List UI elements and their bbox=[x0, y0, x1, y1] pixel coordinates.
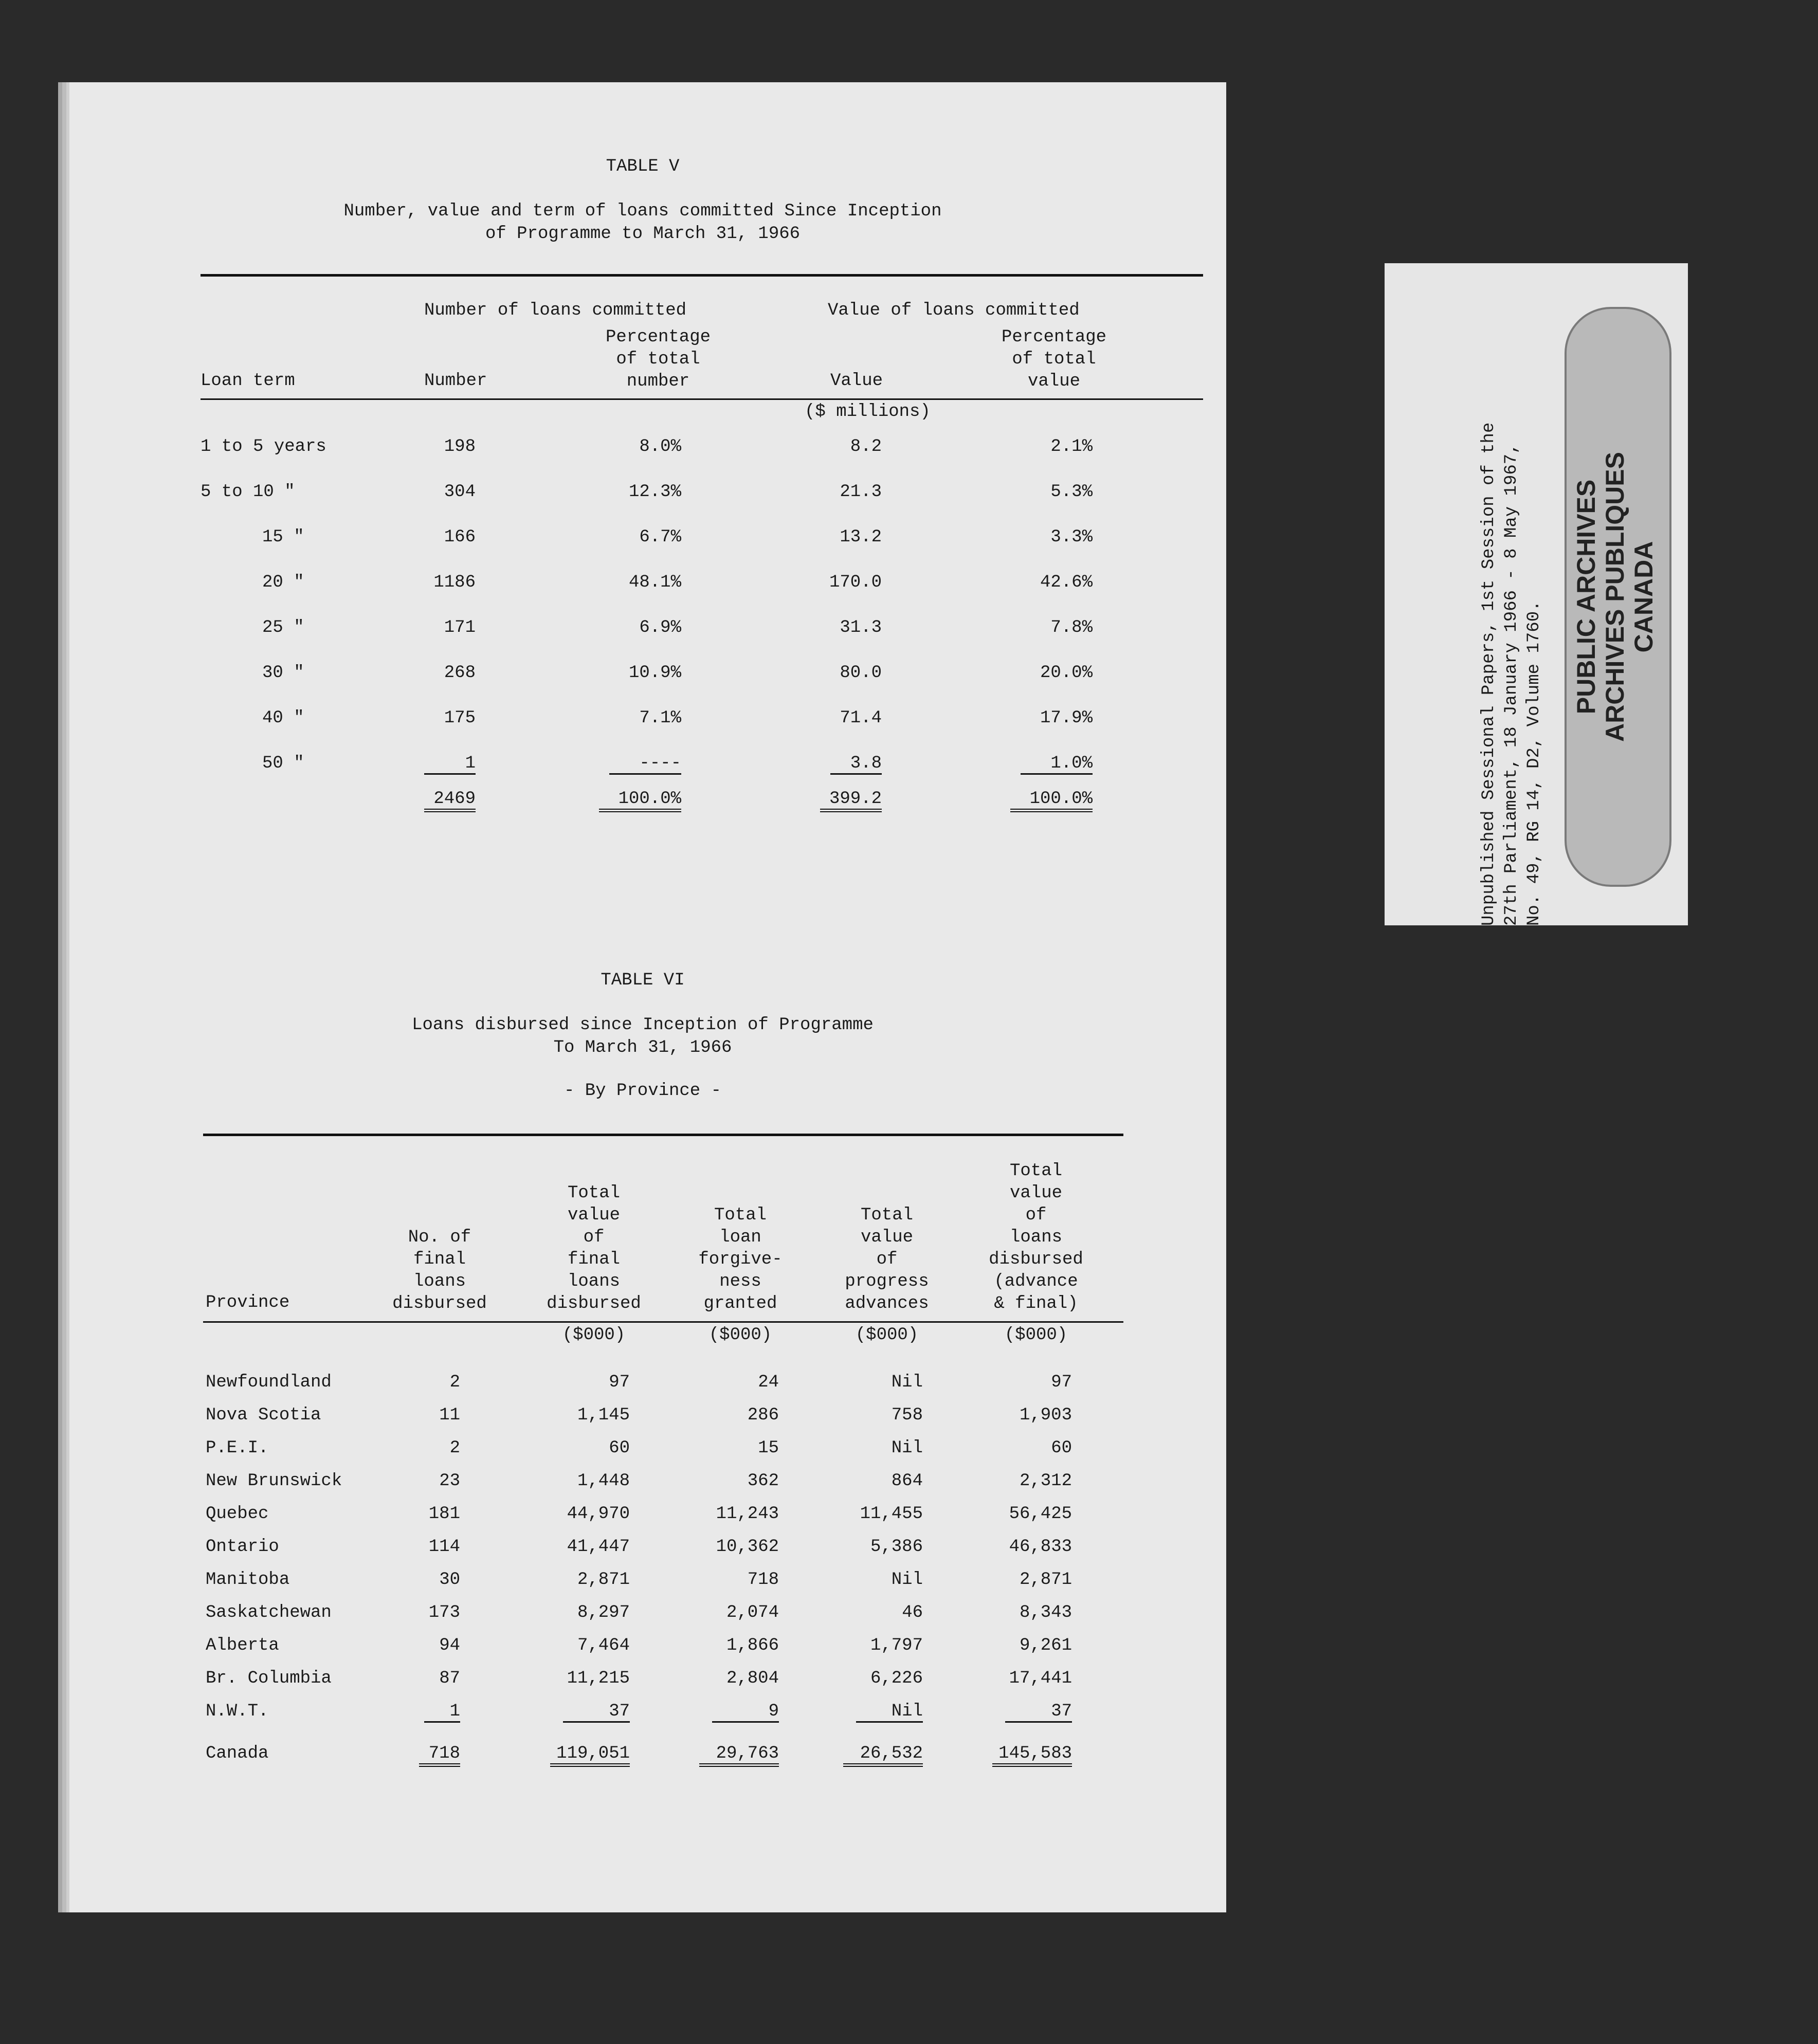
table6-subtitle-2: To March 31, 1966 bbox=[553, 1038, 732, 1057]
table6-col-province: Province bbox=[206, 1293, 290, 1312]
table6-title: TABLE VI bbox=[601, 971, 685, 990]
table5-group-number: Number of loans committed bbox=[424, 301, 687, 320]
table5-col-value: Value bbox=[830, 371, 883, 391]
table6-unit-progress: ($000) bbox=[855, 1325, 919, 1345]
table5-col-pct-number: Percentage of total number bbox=[605, 327, 711, 391]
table5-col-pct-value: Percentage of total value bbox=[1001, 327, 1107, 391]
table5-units: ($ millions) bbox=[805, 402, 931, 422]
table6-subtitle-3: - By Province - bbox=[563, 1081, 722, 1101]
table6-col-progress: Total value of progress advances bbox=[845, 1206, 929, 1313]
table5-group-value: Value of loans committed bbox=[828, 301, 1080, 320]
table5-subtitle-1: Number, value and term of loans committed Since Inception bbox=[343, 202, 942, 221]
archive-stamp bbox=[1565, 307, 1671, 887]
table6-col-final-loans: No. of final loans disbursed bbox=[392, 1228, 487, 1313]
archive-reference-text: Unpublished Sessional Papers, 1st Session of the 27th Parliament, 18 January 1966 - 8 May 1967, No. 49, RG 14, D2, Volume 1760. bbox=[1479, 422, 1544, 926]
table6-unit-total-final: ($000) bbox=[562, 1325, 626, 1345]
archive-reference-label bbox=[1385, 263, 1688, 925]
table5-top-rule bbox=[201, 274, 1203, 277]
table6-col-forgiveness: Total loan forgive- ness granted bbox=[698, 1206, 783, 1313]
table6-header-rule bbox=[203, 1321, 1123, 1323]
table6-unit-forgiveness: ($000) bbox=[708, 1325, 772, 1345]
table5-col-loan-term: Loan term bbox=[201, 371, 295, 391]
document-page: TABLE V Number, value and term of loans committed Since Inception of Programme to March 31, 1966 Number of loans committed Value of loans committed Loan term Number Percentage of total number Value Percentage of total value ($ millions) 1 to 5 years 198 8.0% 8.2 2.1% 5 to 10 " 304 12.3% 21.3 5.3% 15 " 166 6.7% 13.2 3.3% 20 " 1186 48.1% 170.0 42.6% 25 " 171 6.9% 31.3 7.8% 30 " 268 10.9% 80.0 20.0% 40 " 175 7.1% 71.4 17.9% 50 " 1 ---- 3.8 1.0% 2469 100.0% 399.2 100.0% TABLE VI Loans disbursed since Inception of Programme To March 31, 1966 - By Province - Province No. of final loans disbursed Total value of final loans disbursed Total loan forgive- ness granted Total value of progress advances Total value of loans disbursed (advance & final) ($000) ($000) ($000) ($000) Newfoundland 2 97 24 Nil 97 Nova Scotia 11 1,145 286 758 1,903 P.E.I. 2 60 15 Nil 60 New Brunswick 23 1,448 362 864 2,312 Quebec 181 44,970 11,243 11,455 56,425 Ontario 114 41,447 10,362 5,386 46,833 Manitoba 30 2,871 718 Nil 2,871 Saskatchewan 173 8,297 2,074 46 8,343 Alberta 94 7,464 1,866 1,797 9,261 Br. Columbia 87 11,215 2,804 6,226 17,441 N.W.T. 1 37 9 Nil 37 Canada 718 119,051 29,763 26,532 145,583 bbox=[69, 82, 1226, 1912]
table5-header-rule bbox=[201, 398, 1203, 400]
table5-subtitle-2: of Programme to March 31, 1966 bbox=[485, 224, 801, 244]
table5-title: TABLE V bbox=[606, 157, 680, 176]
table6-col-total-disbursed: Total value of loans disbursed (advance & final) bbox=[989, 1161, 1083, 1313]
table6-subtitle-1: Loans disbursed since Inception of Programme bbox=[412, 1015, 874, 1035]
table6-col-total-final: Total value of final loans disbursed bbox=[547, 1183, 641, 1313]
table6-top-rule bbox=[203, 1134, 1123, 1136]
table5-col-number: Number bbox=[424, 371, 487, 391]
table6-unit-total-disbursed: ($000) bbox=[1004, 1325, 1068, 1345]
archive-stamp-text: PUBLIC ARCHIVES ARCHIVES PUBLIQUES CANADA bbox=[1572, 452, 1658, 742]
